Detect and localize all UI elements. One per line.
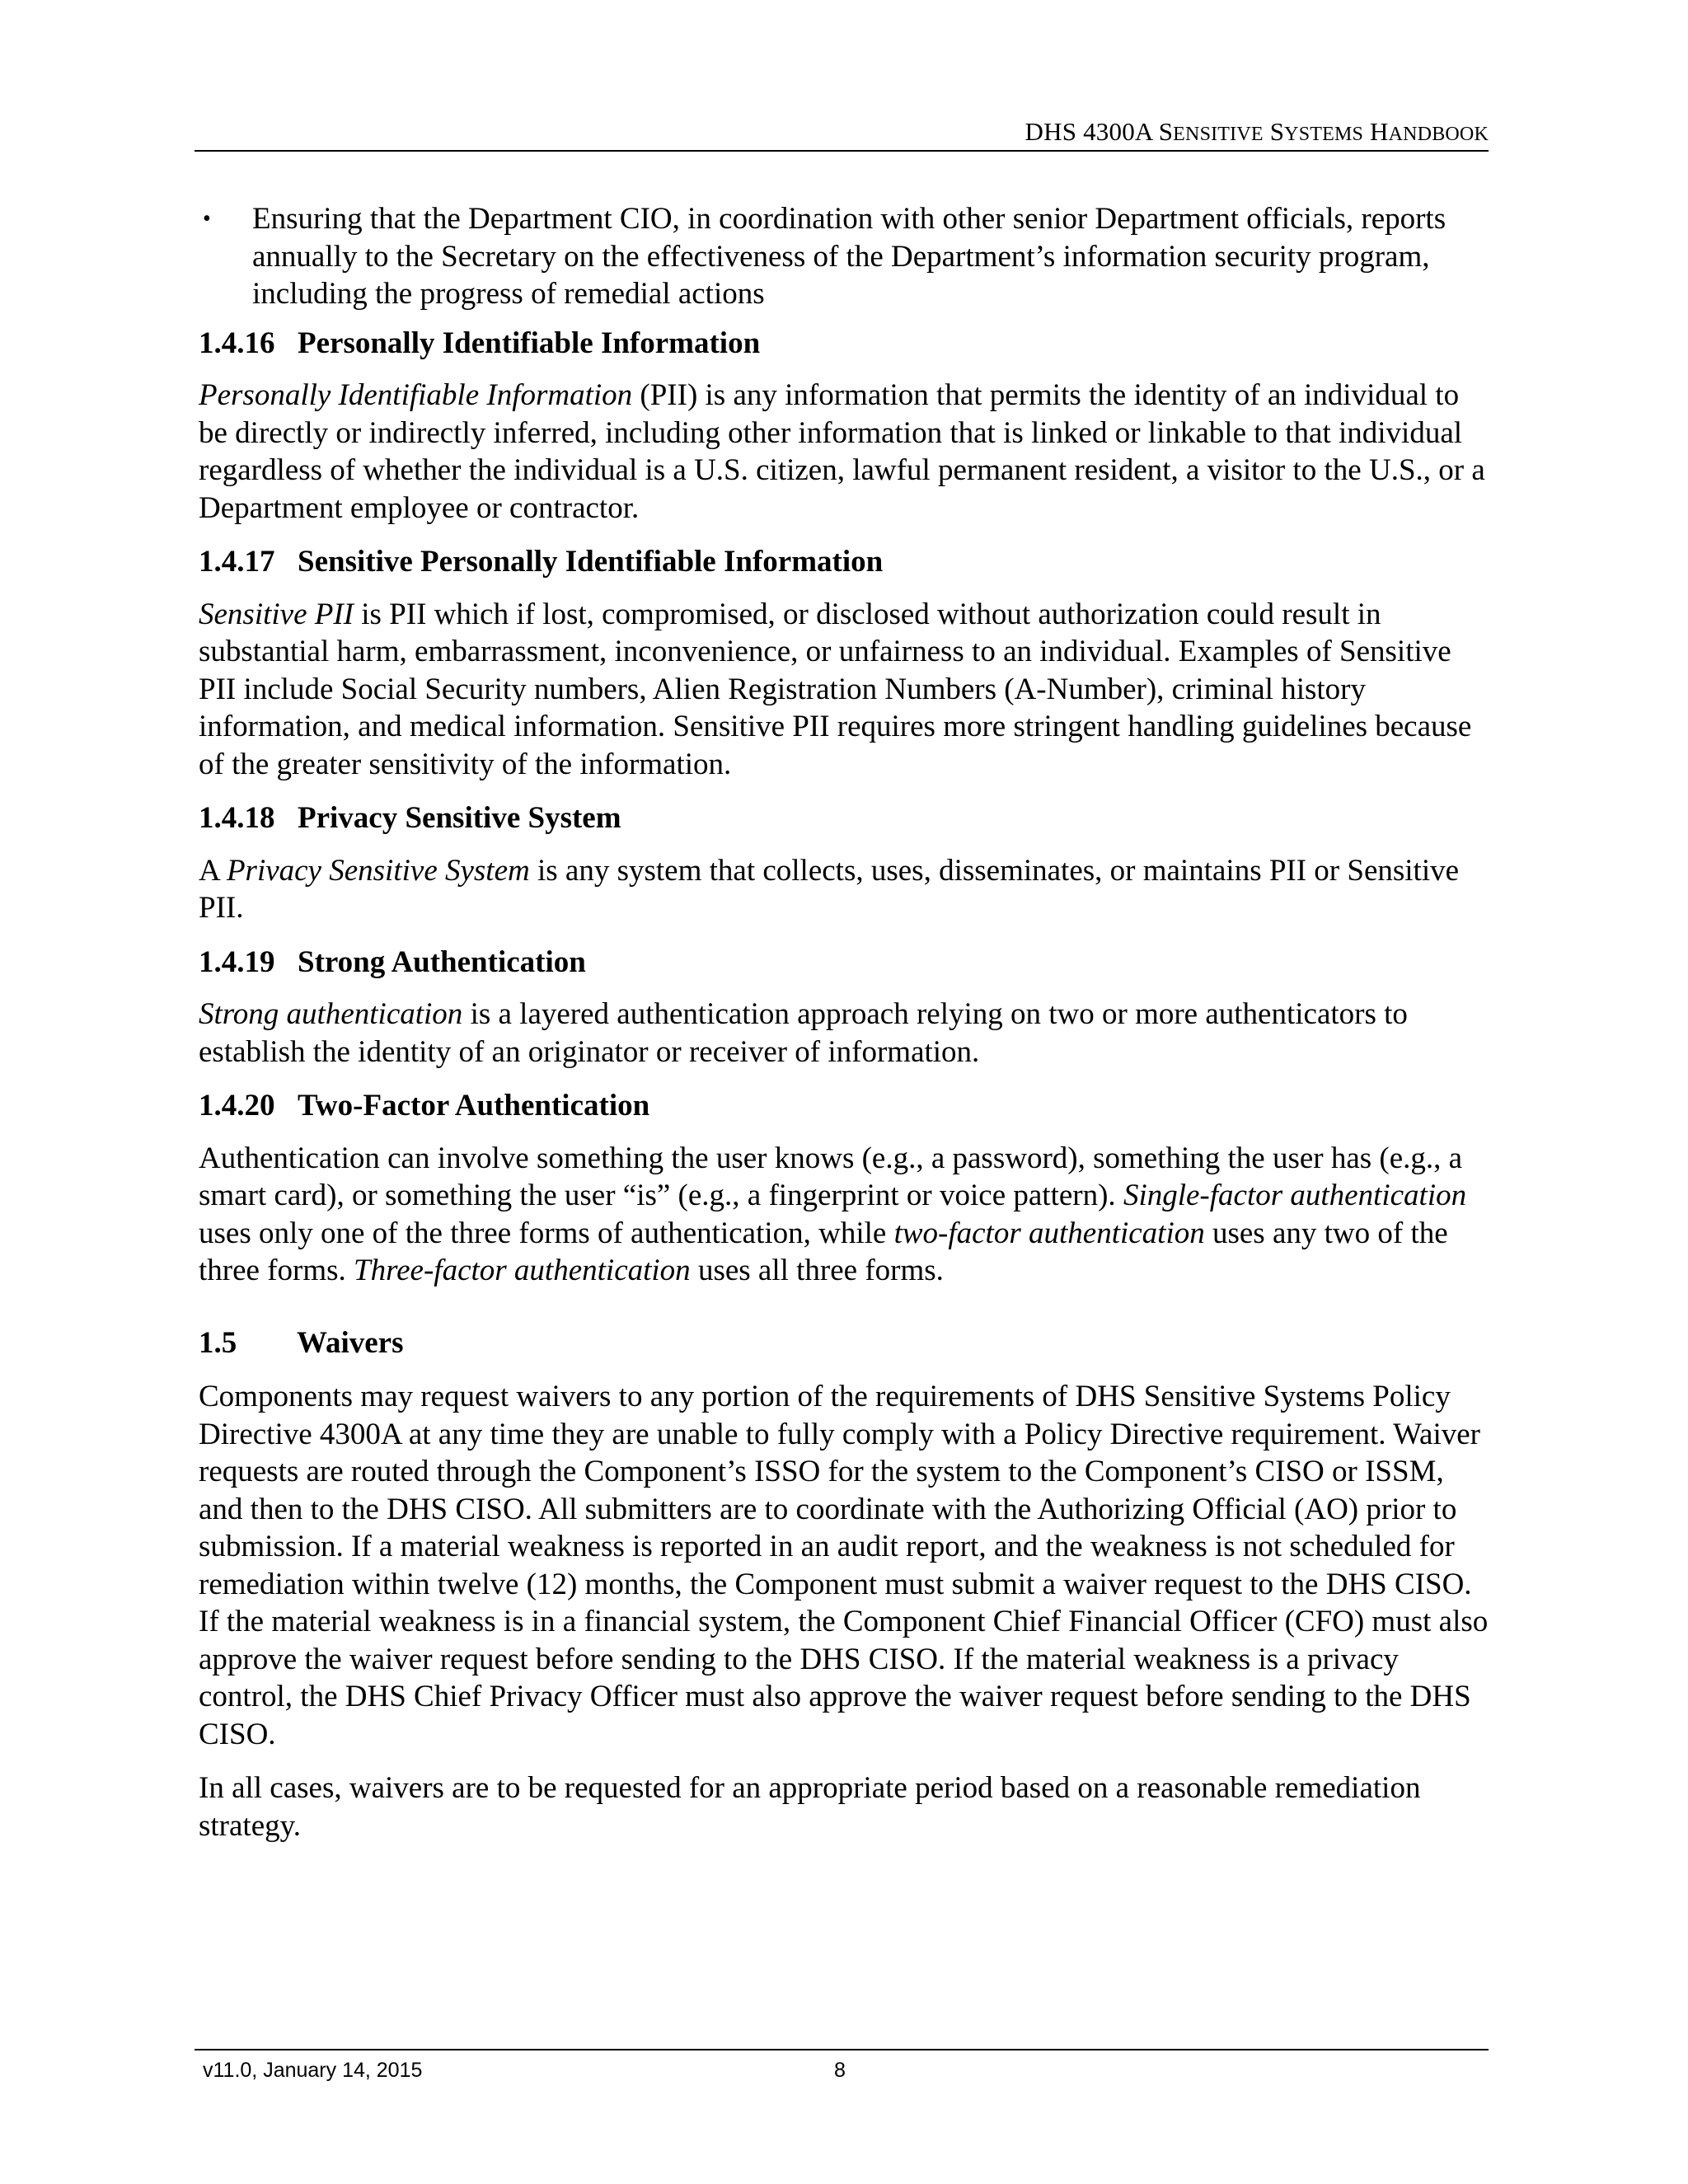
- heading-title: Privacy Sensitive System: [298, 801, 621, 835]
- paragraph-text: is a layered authentication approach relying on two or more authenticators to establish the identity of an originator or receiver of information.: [199, 997, 1408, 1069]
- header-text-smallcaps: ENSITIVE: [1173, 124, 1264, 145]
- header-text: S: [1263, 117, 1285, 146]
- heading-title: Two-Factor Authentication: [298, 1089, 650, 1122]
- defined-term: Personally Identifiable Information: [199, 378, 633, 412]
- bullet-text: Ensuring that the Department CIO, in coordination with other senior Department officials, reports annually to the Secretary on the effectiveness of the Department’s information security program, including the progress of remedial actions: [252, 202, 1447, 311]
- heading-title: Sensitive Personally Identifiable Information: [298, 545, 884, 579]
- defined-term: two-factor authentication: [893, 1216, 1205, 1250]
- bullet-symbol: •: [203, 206, 211, 232]
- header-text: DHS 4300A S: [1025, 117, 1174, 146]
- paragraph-text: A: [199, 853, 227, 888]
- paragraph-strong-authentication: [199, 996, 1493, 1071]
- defined-term: Single-factor authentication: [1123, 1179, 1467, 1212]
- header-rule: [195, 150, 1489, 152]
- paragraph-text: is any system that collects, uses, disseminates, or maintains PII or Sensitive PII.: [199, 853, 1460, 925]
- heading-title: Personally Identifiable Information: [298, 326, 761, 360]
- header-text-smallcaps: YSTEMS: [1284, 124, 1364, 145]
- heading-1-4-16: [199, 325, 1493, 363]
- paragraph-text: uses any two of the three forms.: [199, 1216, 1448, 1287]
- paragraph-text: uses all three forms.: [690, 1254, 944, 1287]
- paragraph-two-factor: [199, 1140, 1493, 1290]
- bullet-item: [199, 200, 1493, 313]
- heading-title: Waivers: [297, 1325, 404, 1360]
- header-text-smallcaps: ANDBOOK: [1388, 124, 1489, 145]
- paragraph-text: is PII which if lost, compromised, or disclosed without authorization could result in substantial harm, embarrassment, inconvenience, or unfairness to an individual. Examples of Sensitive PII include Social Security numbers, Alien Registration Numbers (A-Number), criminal history information, and medical information. Sensitive PII requires more stringent handling guidelines because of the greater sensitivity of the information.: [199, 597, 1472, 781]
- heading-number: 1.4.19: [199, 944, 275, 979]
- heading-number: 1.4.17: [199, 545, 275, 579]
- heading-title: Strong Authentication: [298, 944, 586, 979]
- paragraph-privacy-sensitive-system: [199, 852, 1493, 927]
- defined-term: Three-factor authentication: [354, 1254, 691, 1287]
- paragraph-text: (PII) is any information that permits the identity of an individual to be directly or indirectly inferred, including other information that is linked or linkable to that individual regardless of whether the individual is a U.S. citizen, lawful permanent resident, a visitor to the U.S., or a Department employee or contractor.: [199, 378, 1485, 525]
- header-text: H: [1363, 117, 1389, 146]
- version-date: v11.0, January 14, 2015: [203, 2059, 423, 2082]
- defined-term: Privacy Sensitive System: [226, 853, 530, 888]
- paragraph-waivers-period: In all cases, waivers are to be requested for an appropriate period based on a reasonable remediation strategy.: [199, 1771, 1421, 1843]
- paragraph-text: uses only one of the three forms of authentication, while: [199, 1216, 894, 1250]
- running-header: [195, 115, 1489, 148]
- heading-1-4-18: [199, 799, 1493, 837]
- heading-number: 1.4.18: [199, 801, 275, 835]
- heading-1-4-20: [199, 1087, 1493, 1125]
- heading-1-4-17: [199, 543, 1493, 581]
- paragraph-pii: [199, 377, 1493, 527]
- page-number: 8: [834, 2059, 846, 2082]
- heading-number: 1.4.16: [199, 326, 275, 360]
- heading-1-4-19: [199, 944, 1493, 982]
- paragraph-sensitive-pii: [199, 596, 1493, 784]
- heading-number: 1.4.20: [199, 1089, 275, 1122]
- paragraph-waivers: Components may request waivers to any portion of the requirements of DHS Sensitive Systems Policy Directive 4300A at any time they are unable to fully comply with a Policy Directive requirement. Waiver requests are routed through the Component’s ISSO for the system to the Component’s CISO or ISSM, and then to the DHS CISO. All submitters are to coordinate with the Authorizing Official (AO) prior to submission. If a material weakness is reported in an audit report, and the weakness is not scheduled for remediation within twelve (12) months, the Component must submit a waiver request to the DHS CISO. If the material weakness is in a financial system, the Component Chief Financial Officer (CFO) must also approve the waiver request before sending to the DHS CISO. If the material weakness is a privacy control, the DHS Chief Privacy Officer must also approve the waiver request before sending to the DHS CISO.: [199, 1380, 1489, 1751]
- defined-term: Strong authentication: [199, 997, 463, 1031]
- paragraph-text: Authentication can involve something the user knows (e.g., a password), something the user has (e.g., a smart card), or something the user “is” (e.g., a fingerprint or voice pattern).: [199, 1141, 1463, 1212]
- page-body: [199, 200, 1493, 1861]
- defined-term: Sensitive PII: [199, 597, 354, 631]
- running-footer: [195, 2054, 1489, 2087]
- heading-1-5: [199, 1324, 1493, 1362]
- footer-rule: [195, 2049, 1489, 2050]
- heading-number: 1.5: [199, 1325, 237, 1360]
